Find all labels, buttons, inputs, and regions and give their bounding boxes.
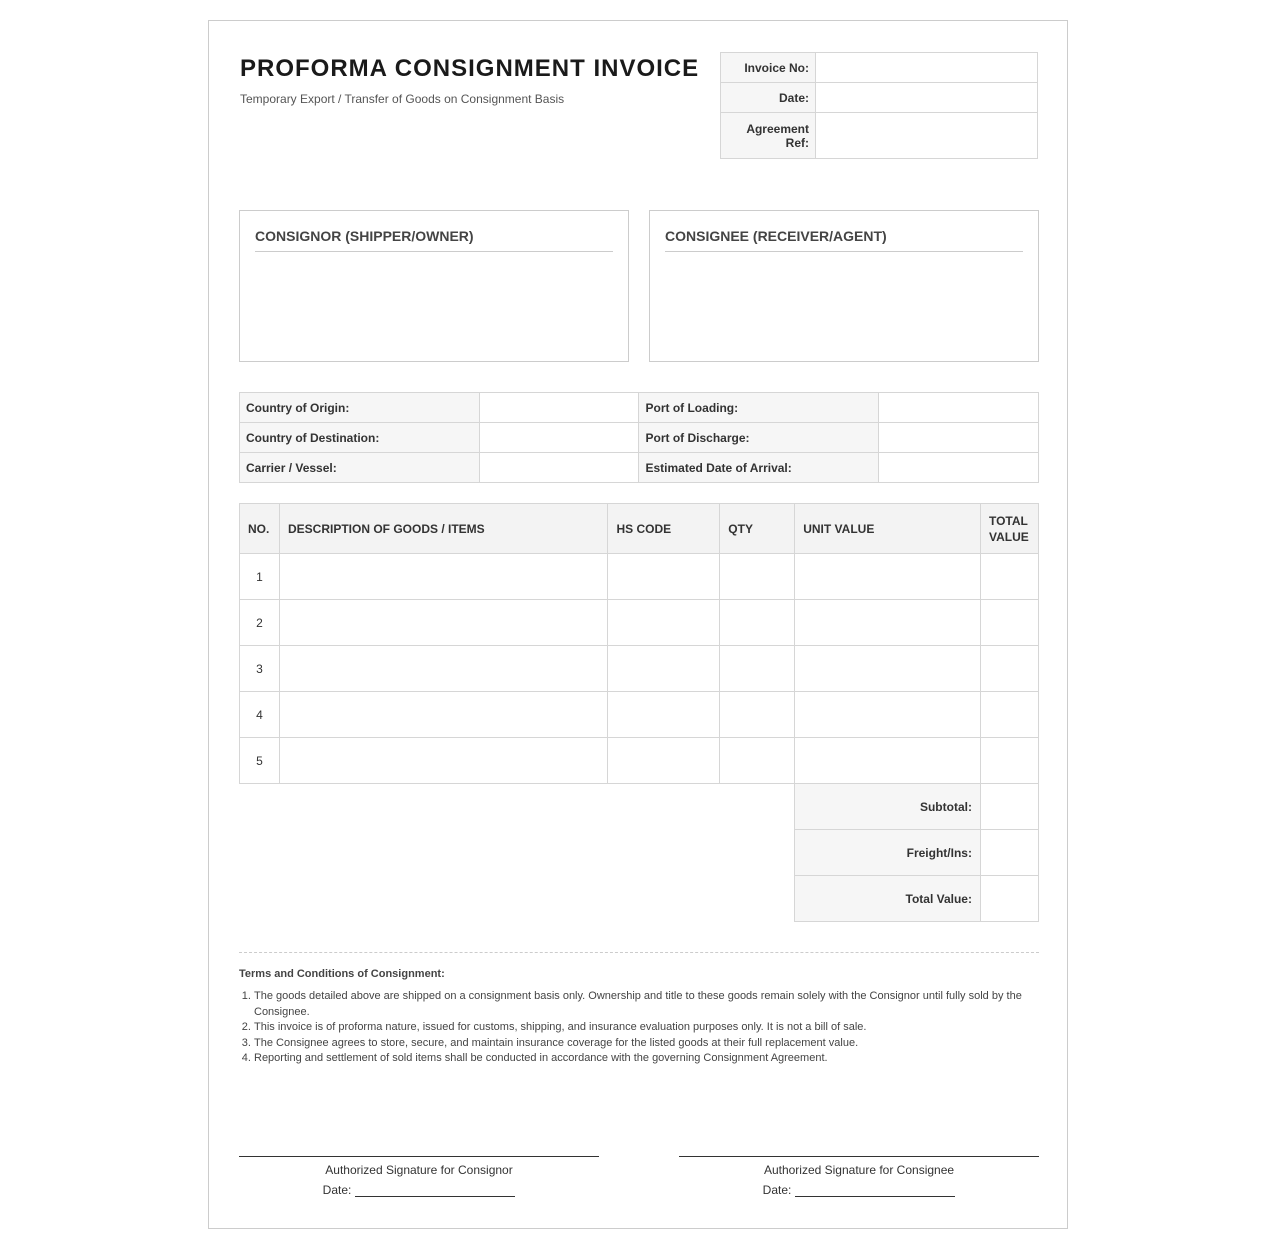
total-value-field[interactable] bbox=[980, 876, 1038, 922]
unit-value-cell[interactable] bbox=[795, 692, 981, 738]
row-number: 1 bbox=[240, 554, 280, 600]
country-of-destination-label: Country of Destination: bbox=[240, 423, 480, 453]
country-of-origin-field[interactable] bbox=[479, 393, 639, 423]
total-value-cell[interactable] bbox=[980, 554, 1038, 600]
consignee-signature-label: Authorized Signature for Consignee bbox=[763, 1163, 955, 1177]
port-of-discharge-field[interactable] bbox=[879, 423, 1039, 453]
hs-code-cell[interactable] bbox=[608, 600, 720, 646]
unit-value-cell[interactable] bbox=[795, 738, 981, 784]
invoice-no-field[interactable] bbox=[816, 53, 1038, 83]
total-value-cell[interactable] bbox=[980, 738, 1038, 784]
consignee-date-label: Date: bbox=[762, 1183, 792, 1197]
total-value-cell[interactable] bbox=[980, 646, 1038, 692]
agreement-ref-field[interactable] bbox=[816, 113, 1038, 159]
unit-value-cell[interactable] bbox=[795, 646, 981, 692]
agreement-ref-label: Agreement Ref: bbox=[721, 113, 816, 159]
freight-row bbox=[240, 830, 1039, 876]
table-row bbox=[240, 738, 1039, 784]
blank-cell bbox=[240, 876, 795, 922]
header-qty: QTY bbox=[720, 504, 795, 554]
carrier-vessel-label: Carrier / Vessel: bbox=[240, 453, 480, 483]
row-number: 2 bbox=[240, 600, 280, 646]
subtotal-field[interactable] bbox=[980, 784, 1038, 830]
description-cell[interactable] bbox=[279, 554, 607, 600]
subtotal-label: Subtotal: bbox=[795, 784, 981, 830]
consignor-signature-date bbox=[239, 1183, 599, 1197]
consignor-date-label: Date: bbox=[322, 1183, 352, 1197]
subtotal-row bbox=[240, 784, 1039, 830]
table-row bbox=[240, 646, 1039, 692]
description-cell[interactable] bbox=[279, 692, 607, 738]
terms-item: 4. Reporting and settlement of sold items shall be conducted in accordance with the governing Consignment Agreement. bbox=[254, 1051, 1039, 1067]
qty-cell[interactable] bbox=[720, 646, 795, 692]
dashed-divider bbox=[239, 952, 1039, 953]
row-number: 5 bbox=[240, 738, 280, 784]
port-of-loading-label: Port of Loading: bbox=[639, 393, 879, 423]
total-value-cell[interactable] bbox=[980, 692, 1038, 738]
unit-value-cell[interactable] bbox=[795, 554, 981, 600]
unit-value-cell[interactable] bbox=[795, 600, 981, 646]
date-field[interactable] bbox=[816, 83, 1038, 113]
consignor-box[interactable] bbox=[239, 210, 629, 362]
terms-item: 3. The Consignee agrees to store, secure, and maintain insurance coverage for the listed goods at their full replacement value. bbox=[254, 1036, 1039, 1052]
qty-cell[interactable] bbox=[720, 692, 795, 738]
row-number: 4 bbox=[240, 692, 280, 738]
terms-list bbox=[239, 989, 1039, 1067]
blank-cell bbox=[240, 830, 795, 876]
consignee-signature-date bbox=[679, 1183, 1039, 1197]
items-table bbox=[239, 503, 1039, 922]
header-unit-value: UNIT VALUE bbox=[795, 504, 981, 554]
description-cell[interactable] bbox=[279, 600, 607, 646]
hs-code-cell[interactable] bbox=[608, 646, 720, 692]
port-of-loading-field[interactable] bbox=[879, 393, 1039, 423]
invoice-meta-table bbox=[720, 52, 1038, 159]
invoice-no-label: Invoice No: bbox=[721, 53, 816, 83]
date-label: Date: bbox=[721, 83, 816, 113]
hs-code-cell[interactable] bbox=[608, 738, 720, 784]
consignee-date-line[interactable] bbox=[795, 1183, 955, 1197]
qty-cell[interactable] bbox=[720, 600, 795, 646]
consignor-signature-block[interactable] bbox=[239, 1156, 599, 1197]
terms-item: 2. This invoice is of proforma nature, issued for customs, shipping, and insurance evaluation purposes only. It is not a bill of sale. bbox=[254, 1020, 1039, 1036]
estimated-arrival-field[interactable] bbox=[879, 453, 1039, 483]
blank-cell bbox=[240, 784, 795, 830]
total-value-row bbox=[240, 876, 1039, 922]
invoice-page bbox=[208, 20, 1068, 1229]
qty-cell[interactable] bbox=[720, 554, 795, 600]
header-description: DESCRIPTION OF GOODS / ITEMS bbox=[279, 504, 607, 554]
description-cell[interactable] bbox=[279, 738, 607, 784]
page-title: PROFORMA CONSIGNMENT INVOICE bbox=[240, 55, 700, 82]
qty-cell[interactable] bbox=[720, 738, 795, 784]
row-number: 3 bbox=[240, 646, 280, 692]
table-row bbox=[240, 554, 1039, 600]
description-cell[interactable] bbox=[279, 646, 607, 692]
table-row bbox=[240, 692, 1039, 738]
country-of-destination-field[interactable] bbox=[479, 423, 639, 453]
country-of-origin-label: Country of Origin: bbox=[240, 393, 480, 423]
consignee-box[interactable] bbox=[649, 210, 1039, 362]
table-row bbox=[240, 600, 1039, 646]
consignee-title: CONSIGNEE (RECEIVER/AGENT) bbox=[665, 228, 1023, 252]
carrier-vessel-field[interactable] bbox=[479, 453, 639, 483]
hs-code-cell[interactable] bbox=[608, 692, 720, 738]
header-no: NO. bbox=[240, 504, 280, 554]
freight-label: Freight/Ins: bbox=[795, 830, 981, 876]
freight-field[interactable] bbox=[980, 830, 1038, 876]
page-subtitle: Temporary Export / Transfer of Goods on Consignment Basis bbox=[240, 92, 565, 106]
total-value-label: Total Value: bbox=[795, 876, 981, 922]
consignee-signature-block[interactable] bbox=[679, 1156, 1039, 1197]
header-total-value: TOTAL VALUE bbox=[980, 504, 1038, 554]
estimated-arrival-label: Estimated Date of Arrival: bbox=[639, 453, 879, 483]
terms-item: 1. The goods detailed above are shipped on a consignment basis only. Ownership and title to these goods remain solely with the Consignor until fully sold by the Consignee. bbox=[254, 989, 1039, 1020]
hs-code-cell[interactable] bbox=[608, 554, 720, 600]
consignor-date-line[interactable] bbox=[355, 1183, 515, 1197]
consignor-title: CONSIGNOR (SHIPPER/OWNER) bbox=[255, 228, 613, 252]
terms-title: Terms and Conditions of Consignment: bbox=[239, 968, 445, 980]
total-value-cell[interactable] bbox=[980, 600, 1038, 646]
port-of-discharge-label: Port of Discharge: bbox=[639, 423, 879, 453]
shipping-details-table bbox=[239, 392, 1039, 483]
header-hs-code: HS CODE bbox=[608, 504, 720, 554]
consignor-signature-label: Authorized Signature for Consignor bbox=[325, 1163, 513, 1177]
